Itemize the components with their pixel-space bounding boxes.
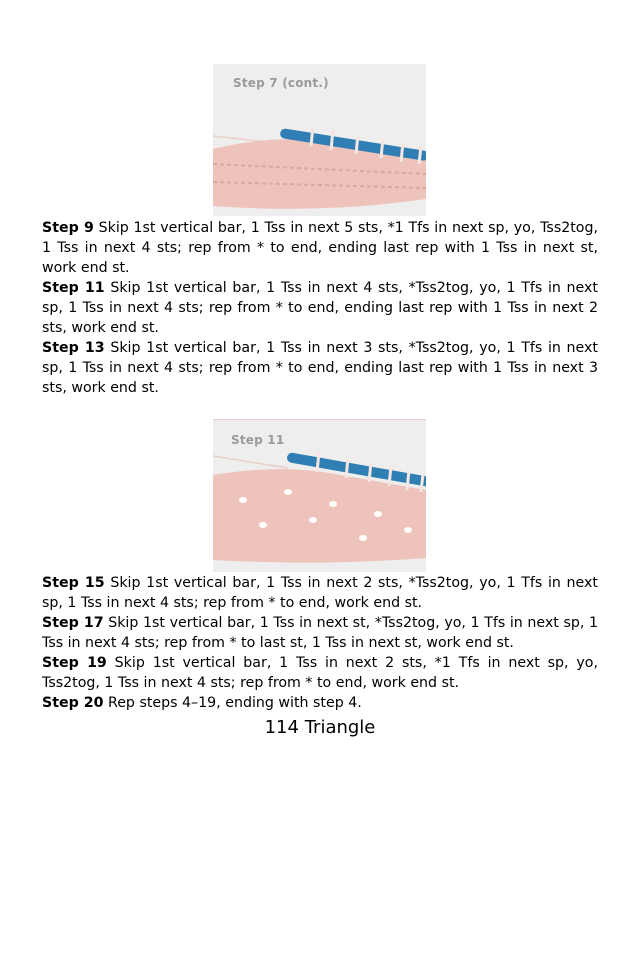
step-20: Step 20 Rep steps 4–19, ending with step 4.	[42, 695, 362, 711]
figure-step-11-photo	[213, 419, 426, 572]
step-15: Step 15 Skip 1st vertical bar, 1 Tss in next 2 sts, *Tss2tog, yo, 1 Tfs in next sp, 1 Tss in next 4 sts; rep from * to end, work end st.	[42, 575, 598, 611]
figure-label: Step 7 (cont.)	[233, 76, 329, 90]
step-13: Step 13 Skip 1st vertical bar, 1 Tss in next 3 sts, *Tss2tog, yo, 1 Tfs in next sp, 1 Tss in next 4 sts; rep from * to end, ending last rep with 1 Tss in next 3 sts, work end st.	[42, 340, 598, 396]
figure-step-7-photo	[213, 64, 426, 216]
step-9: Step 9 Skip 1st vertical bar, 1 Tss in next 5 sts, *1 Tfs in next sp, yo, Tss2tog, 1 Tss in next 4 sts; rep from * to end, ending last rep with 1 Tss in next st, work end st.	[42, 220, 599, 276]
instructions-group-1	[42, 218, 598, 398]
page-caption: 114 Triangle	[264, 717, 376, 738]
figure-label: Step 11	[231, 433, 285, 447]
step-19: Step 19 Skip 1st vertical bar, 1 Tss in next 2 sts, *1 Tfs in next sp, yo, Tss2tog, 1 Tss in next 4 sts; rep from * to end, work end st.	[42, 655, 598, 691]
step-17: Step 17 Skip 1st vertical bar, 1 Tss in next st, *Tss2tog, yo, 1 Tfs in next sp, 1 Tss in next 4 sts; rep from * to last st, 1 Tss in next st, work end st.	[42, 615, 598, 651]
instructions-group-2	[42, 573, 598, 713]
step-11: Step 11 Skip 1st vertical bar, 1 Tss in next 4 sts, *Tss2tog, yo, 1 Tfs in next sp, 1 Tss in next 4 sts; rep from * to end, ending last rep with 1 Tss in next 2 sts, work end st.	[42, 280, 598, 336]
